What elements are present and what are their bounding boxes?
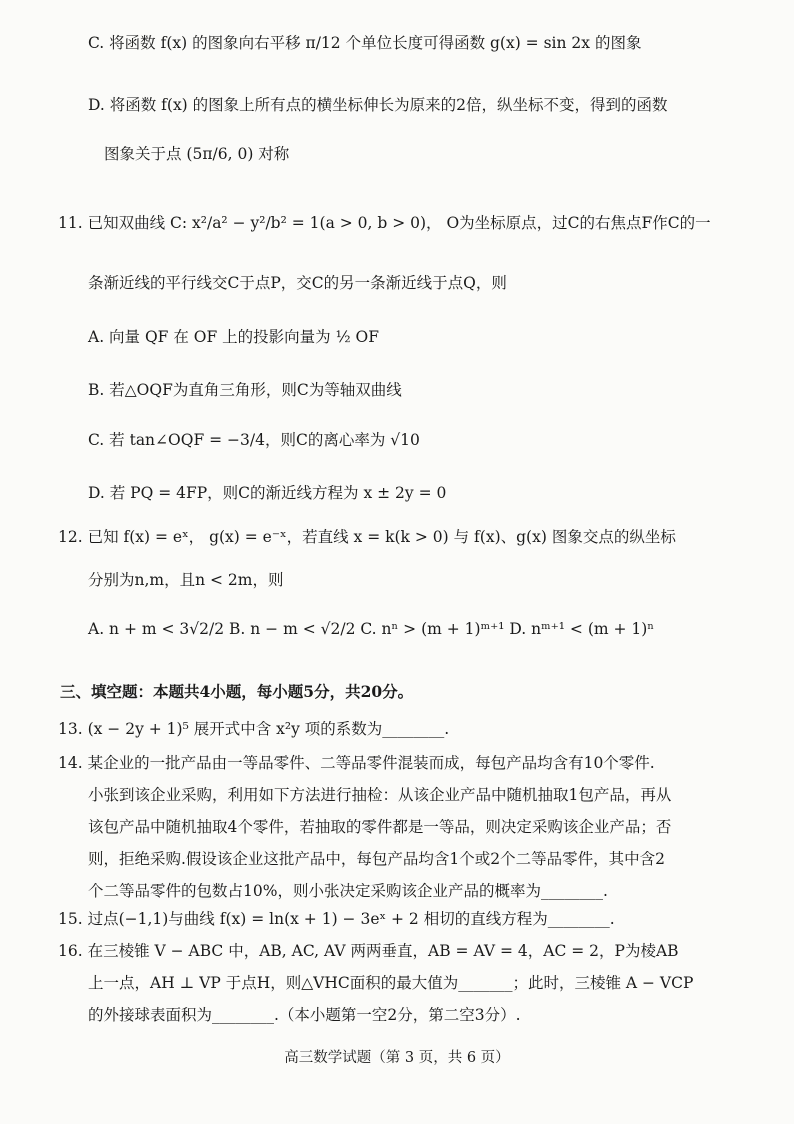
text-line-q14c: 该包产品中随机抽取4个零件，若抽取的零件都是一等品，则决定采购该企业产品；否 [88, 818, 672, 836]
text-line-q12a: 12. 已知 f(x) = eˣ， g(x) = e⁻ˣ，若直线 x = k(k > 0) 与 f(x)、g(x) 图象交点的纵坐标 [58, 528, 676, 546]
text-line-q14e: 个二等品零件的包数占10%，则小张决定采购该企业产品的概率为________. [88, 882, 608, 900]
text-line-q11B: B. 若△OQF为直角三角形，则C为等轴双曲线 [88, 381, 402, 399]
page-footer: 高三数学试题（第 3 页，共 6 页） [284, 1050, 510, 1066]
text-line-q11D: D. 若 PQ = 4FP，则C的渐近线方程为 x ± 2y = 0 [88, 484, 447, 502]
text-line-sec3: 三、填空题：本题共4小题，每小题5分，共20分。 [60, 682, 414, 701]
text-line-q12b: 分别为n,m，且n < 2m，则 [88, 571, 284, 589]
text-line-q11b: 条渐近线的平行线交C于点P，交C的另一条渐近线于点Q，则 [88, 274, 507, 292]
text-line-q14b: 小张到该企业采购，利用如下方法进行抽检：从该企业产品中随机抽取1包产品，再从 [88, 786, 672, 804]
text-line-q16c: 的外接球表面积为________.（本小题第一空2分，第二空3分）. [88, 1006, 521, 1024]
text-line-q12opt: A. n + m < 3√2/2 B. n − m < √2/2 C. nⁿ > (m + 1)ᵐ⁺¹ D. nᵐ⁺¹ < (m + 1)ⁿ [88, 620, 655, 638]
text-line-q11C: C. 若 tan∠OQF = −3/4，则C的离心率为 √10 [88, 431, 420, 449]
text-line-q13: 13. (x − 2y + 1)⁵ 展开式中含 x²y 项的系数为________. [58, 720, 450, 738]
text-line-q15: 15. 过点(−1,1)与曲线 f(x) = ln(x + 1) − 3eˣ + 2 相切的直线方程为________. [58, 910, 615, 928]
text-line-q14d: 则，拒绝采购.假设该企业这批产品中，每包产品均含1个或2个二等品零件，其中含2 [88, 850, 666, 868]
text-line-q10d2: 图象关于点 (5π/6, 0) 对称 [104, 145, 290, 163]
text-line-q10c: C. 将函数 f(x) 的图象向右平移 π/12 个单位长度可得函数 g(x) = sin 2x 的图象 [88, 34, 642, 52]
text-line-q11A: A. 向量 QF 在 OF 上的投影向量为 ½ OF [88, 328, 380, 346]
text-line-q16b: 上一点，AH ⊥ VP 于点H，则△VHC面积的最大值为_______；此时，三棱锥 A − VCP [88, 974, 694, 992]
text-line-q16a: 16. 在三棱锥 V − ABC 中，AB, AC, AV 两两垂直，AB = AV = 4，AC = 2，P为棱AB [58, 942, 679, 960]
text-line-q11a: 11. 已知双曲线 C: x²/a² − y²/b² = 1(a > 0, b > 0)， O为坐标原点，过C的右焦点F作C的一 [58, 214, 711, 232]
text-line-q14a: 14. 某企业的一批产品由一等品零件、二等品零件混装而成，每包产品均含有10个零件. [58, 754, 655, 772]
text-line-q10d1: D. 将函数 f(x) 的图象上所有点的横坐标伸长为原来的2倍，纵坐标不变，得到的函数 [88, 96, 668, 114]
